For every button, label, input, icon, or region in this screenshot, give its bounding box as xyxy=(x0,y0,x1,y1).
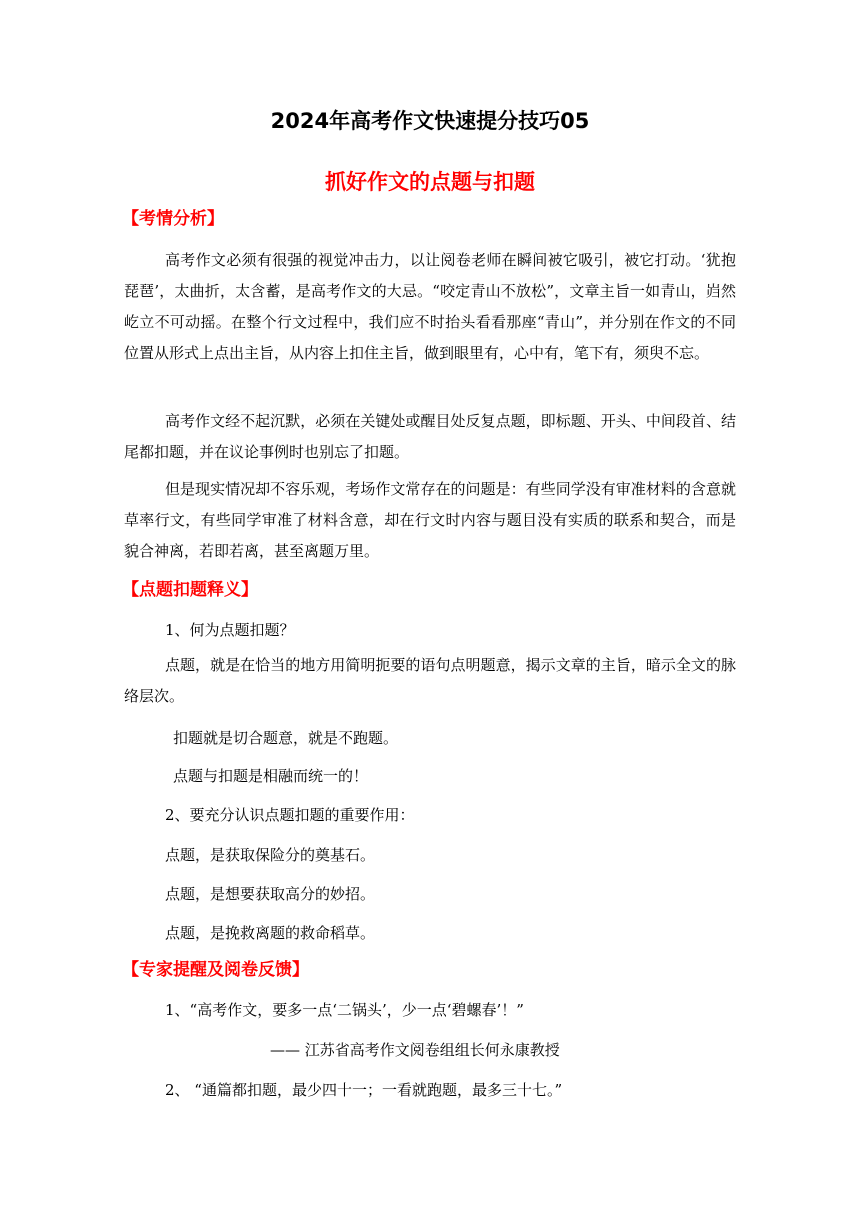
section-heading-definition: 【点题扣题释义】 xyxy=(122,580,258,600)
expert-quote-2: 2、 “通篇都扣题，最少四十一；一看就跑题，最多三十七。” xyxy=(165,1081,563,1099)
definition-item-1: 点题，是获取保险分的奠基石。 xyxy=(165,846,376,864)
section-heading-analysis: 【考情分析】 xyxy=(122,209,224,229)
definition-paragraph-2: 扣题就是切合题意，就是不跑题。 xyxy=(173,729,399,747)
definition-paragraph-3: 点题与扣题是相融而统一的！ xyxy=(173,767,369,785)
definition-paragraph-1: 点题，就是在恰当的地方用简明扼要的语句点明题意，揭示文章的主旨，暗示全文的脉络层次。 xyxy=(124,656,736,705)
document-title: 2024年高考作文快速提分技巧05 xyxy=(270,109,590,133)
definition-question-1: 1、何为点题扣题？ xyxy=(165,621,295,639)
definition-item-3: 点题，是挽救离题的救命稻草。 xyxy=(165,924,376,942)
section-heading-expert: 【专家提醒及阅卷反馈】 xyxy=(122,960,309,980)
analysis-paragraph-1: 高考作文必须有很强的视觉冲击力，以让阅卷老师在瞬间被它吸引，被它打动。‘犹抱琵琶’，太曲折，太含蓄，是高考作文的大忌。“咬定青山不放松”，文章主旨一如青山，岿然屹立不可动摇。在整个行文过程中，我们应不时抬头看看那座“青山”，并分别在作文的不同位置从形式上点出主旨，从内容上扣住主旨，做到眼里有，心中有，笔下有，须臾不忘。 xyxy=(124,251,736,362)
definition-question-2: 2、要充分认识点题扣题的重要作用： xyxy=(165,806,415,824)
document-subtitle: 抓好作文的点题与扣题 xyxy=(325,170,535,194)
definition-item-2: 点题，是想要获取高分的妙招。 xyxy=(165,885,376,903)
expert-quote-1-source: —— 江苏省高考作文阅卷组组长何永康教授 xyxy=(270,1041,560,1059)
analysis-paragraph-3: 但是现实情况却不容乐观，考场作文常存在的问题是：有些同学没有审准材料的含意就草率行文，有些同学审准了材料含意，却在行文时内容与题目没有实质的联系和契合，而是貌合神离，若即若离，甚至离题万里。 xyxy=(124,480,736,560)
analysis-paragraph-2: 高考作文经不起沉默，必须在关键处或醒目处反复点题，即标题、开头、中间段首、结尾都扣题，并在议论事例时也别忘了扣题。 xyxy=(124,412,736,461)
expert-quote-1: 1、“高考作文，要多一点‘二锅头’，少一点‘碧螺春’！” xyxy=(165,1001,524,1019)
